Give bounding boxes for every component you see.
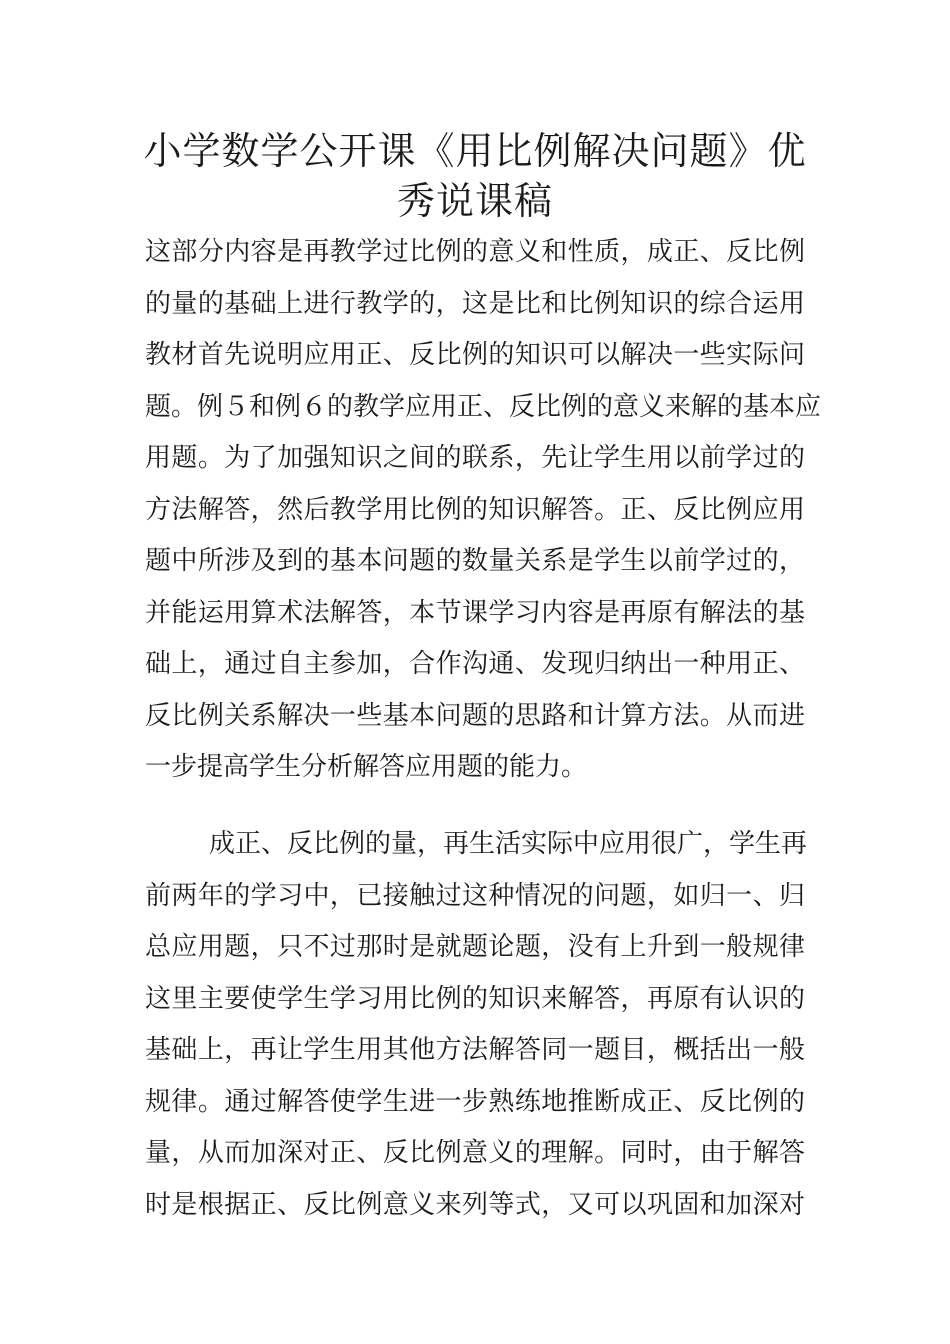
text-line: 量，从而加深对正、反比例意义的理解。同时，由于解答 <box>145 1138 805 1168</box>
text-line: 一步提高学生分析解答应用题的能力。 <box>145 752 588 782</box>
text-line: 题。例５和例６的教学应用正、反比例的意义来解的基本应 <box>145 391 822 422</box>
paragraph-2 <box>145 819 808 1231</box>
text-line: 这里主要使学生学习用比例的知识来解答，再原有认识的 <box>145 983 805 1014</box>
text-line: 基础上，再让学生用其他方法解答同一题目，概括出一般 <box>145 1035 805 1065</box>
title-line: 小学数学公开课《用比例解决问题》优 <box>143 129 807 173</box>
text-line: 并能运用算术法解答，本节课学习内容是再原有解法的基 <box>145 597 805 628</box>
text-line: 用题。为了加强知识之间的联系，先让学生用以前学过的 <box>145 443 805 473</box>
text-line: 这部分内容是再教学过比例的意义和性质，成正、反比例 <box>145 237 805 267</box>
text-line: 反比例关系解决一些基本问题的思路和计算方法。从而进 <box>145 700 805 731</box>
text-line: 方法解答，然后教学用比例的知识解答。正、反比例应用 <box>145 494 805 525</box>
text-line: 成正、反比例的量，再生活实际中应用很广，学生再 <box>209 829 808 859</box>
text-line: 教材首先说明应用正、反比例的知识可以解决一些实际问 <box>145 340 805 370</box>
text-line: 总应用题，只不过那时是就题论题，没有上升到一般规律 <box>145 932 805 962</box>
text-line: 时是根据正、反比例意义来列等式，又可以巩固和加深对 <box>145 1189 805 1220</box>
text-line: 的量的基础上进行教学的，这是比和比例知识的综合运用 <box>145 288 805 319</box>
paragraph-1 <box>145 227 822 794</box>
document-title <box>120 126 830 226</box>
title-line: 秀说课稿 <box>396 179 553 223</box>
text-line: 题中所涉及到的基本问题的数量关系是学生以前学过的， <box>145 546 805 576</box>
text-line: 前两年的学习中，已接触过这种情况的问题，如归一、归 <box>145 880 805 911</box>
text-line: 础上，通过自主参加，合作沟通、发现归纳出一种用正、 <box>145 649 805 679</box>
text-line: 规律。通过解答使学生进一步熟练地推断成正、反比例的 <box>145 1086 805 1117</box>
